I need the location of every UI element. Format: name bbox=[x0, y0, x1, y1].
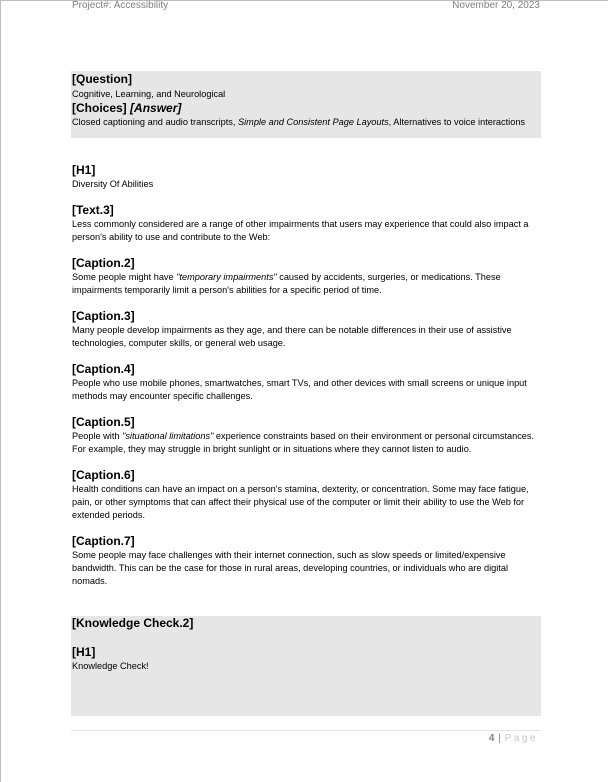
emphasis-text: "situational limitations" bbox=[122, 431, 214, 441]
section-text: People who use mobile phones, smartwatches, smart TVs, and other devices with small screens or unique input methods may encounter specific challenges. bbox=[72, 378, 527, 401]
choice-text-1: Closed captioning and audio transcripts, bbox=[72, 117, 238, 127]
section-tag: [Text.3] bbox=[72, 203, 114, 217]
knowledge-check-block bbox=[71, 616, 541, 716]
answer-tag: [Answer] bbox=[130, 101, 182, 115]
choice-text-2: , Alternatives to voice interactions bbox=[388, 117, 526, 127]
section-caption-7 bbox=[71, 534, 541, 588]
emphasis-text: "temporary impairments" bbox=[176, 272, 277, 282]
question-text: Cognitive, Learning, and Neurological bbox=[72, 89, 226, 99]
header-date: November 20, 2023 bbox=[452, 0, 540, 11]
section-caption-4 bbox=[71, 362, 541, 403]
question-tag: [Question] bbox=[72, 72, 132, 86]
choices-text bbox=[72, 116, 540, 129]
section-text: Some people might have "temporary impairments" caused by accidents, surgeries, or medications. These impairments temporarily limit a person's abilities for a specific period of time. bbox=[72, 272, 501, 295]
section-tag: [Caption.6] bbox=[72, 468, 135, 482]
page-number: 4 bbox=[488, 733, 495, 744]
page-border-left bbox=[0, 0, 1, 782]
question-block bbox=[71, 71, 541, 138]
section-caption-3 bbox=[71, 309, 541, 350]
section-caption-6 bbox=[71, 468, 541, 522]
section-tag: [Caption.4] bbox=[72, 362, 135, 376]
footer-divider bbox=[71, 730, 541, 731]
choices-tag: [Choices] bbox=[72, 101, 127, 115]
section-text: People with "situational limitations" experience constraints based on their environment or personal circumstances. For example, they may struggle in bright sunlight or in situations where they cannot listen to audio. bbox=[72, 431, 535, 454]
page-header bbox=[72, 0, 540, 12]
section-tag: [Caption.3] bbox=[72, 309, 135, 323]
section-tag: [H1] bbox=[72, 163, 96, 177]
section-caption-5 bbox=[71, 415, 541, 456]
knowledge-check-h1-tag: [H1] bbox=[72, 645, 96, 659]
section-text: Many people develop impairments as they age, and there can be notable differences in their use of assistive technologies, computer skills, or general web usage. bbox=[72, 325, 512, 348]
document-body bbox=[71, 71, 541, 588]
knowledge-check-tag: [Knowledge Check.2] bbox=[72, 616, 194, 630]
page-label: Page bbox=[504, 733, 538, 744]
knowledge-check-h1-text: Knowledge Check! bbox=[72, 661, 149, 671]
section-tag: [Caption.2] bbox=[72, 256, 135, 270]
section-h1 bbox=[71, 163, 541, 191]
section-text: Diversity Of Abilities bbox=[72, 179, 154, 189]
page-footer bbox=[489, 733, 538, 745]
section-tag: [Caption.5] bbox=[72, 415, 135, 429]
choices-heading bbox=[72, 101, 540, 115]
section-caption-2 bbox=[71, 256, 541, 297]
section-text-3 bbox=[71, 203, 541, 244]
footer-separator: | bbox=[498, 733, 501, 744]
section-text: Health conditions can have an impact on a person's stamina, dexterity, or concentration. Some may face fatigue, pain, or other symptoms that can affect their physical use of the computer or limit their ability to use the Web for extended periods. bbox=[72, 484, 529, 520]
section-tag: [Caption.7] bbox=[72, 534, 135, 548]
section-text: Less commonly considered are a range of other impairments that users may experience that could also impact a person's ability to use and contribute to the Web: bbox=[72, 219, 529, 242]
header-project-title: Project#: Accessibility bbox=[72, 0, 169, 11]
section-text: Some people may face challenges with their internet connection, such as slow speeds or limited/expensive bandwidth. This can be the case for those in rural areas, developing countries, or individuals who are digital nomads. bbox=[72, 550, 508, 586]
correct-answer-text: Simple and Consistent Page Layouts bbox=[238, 117, 389, 127]
